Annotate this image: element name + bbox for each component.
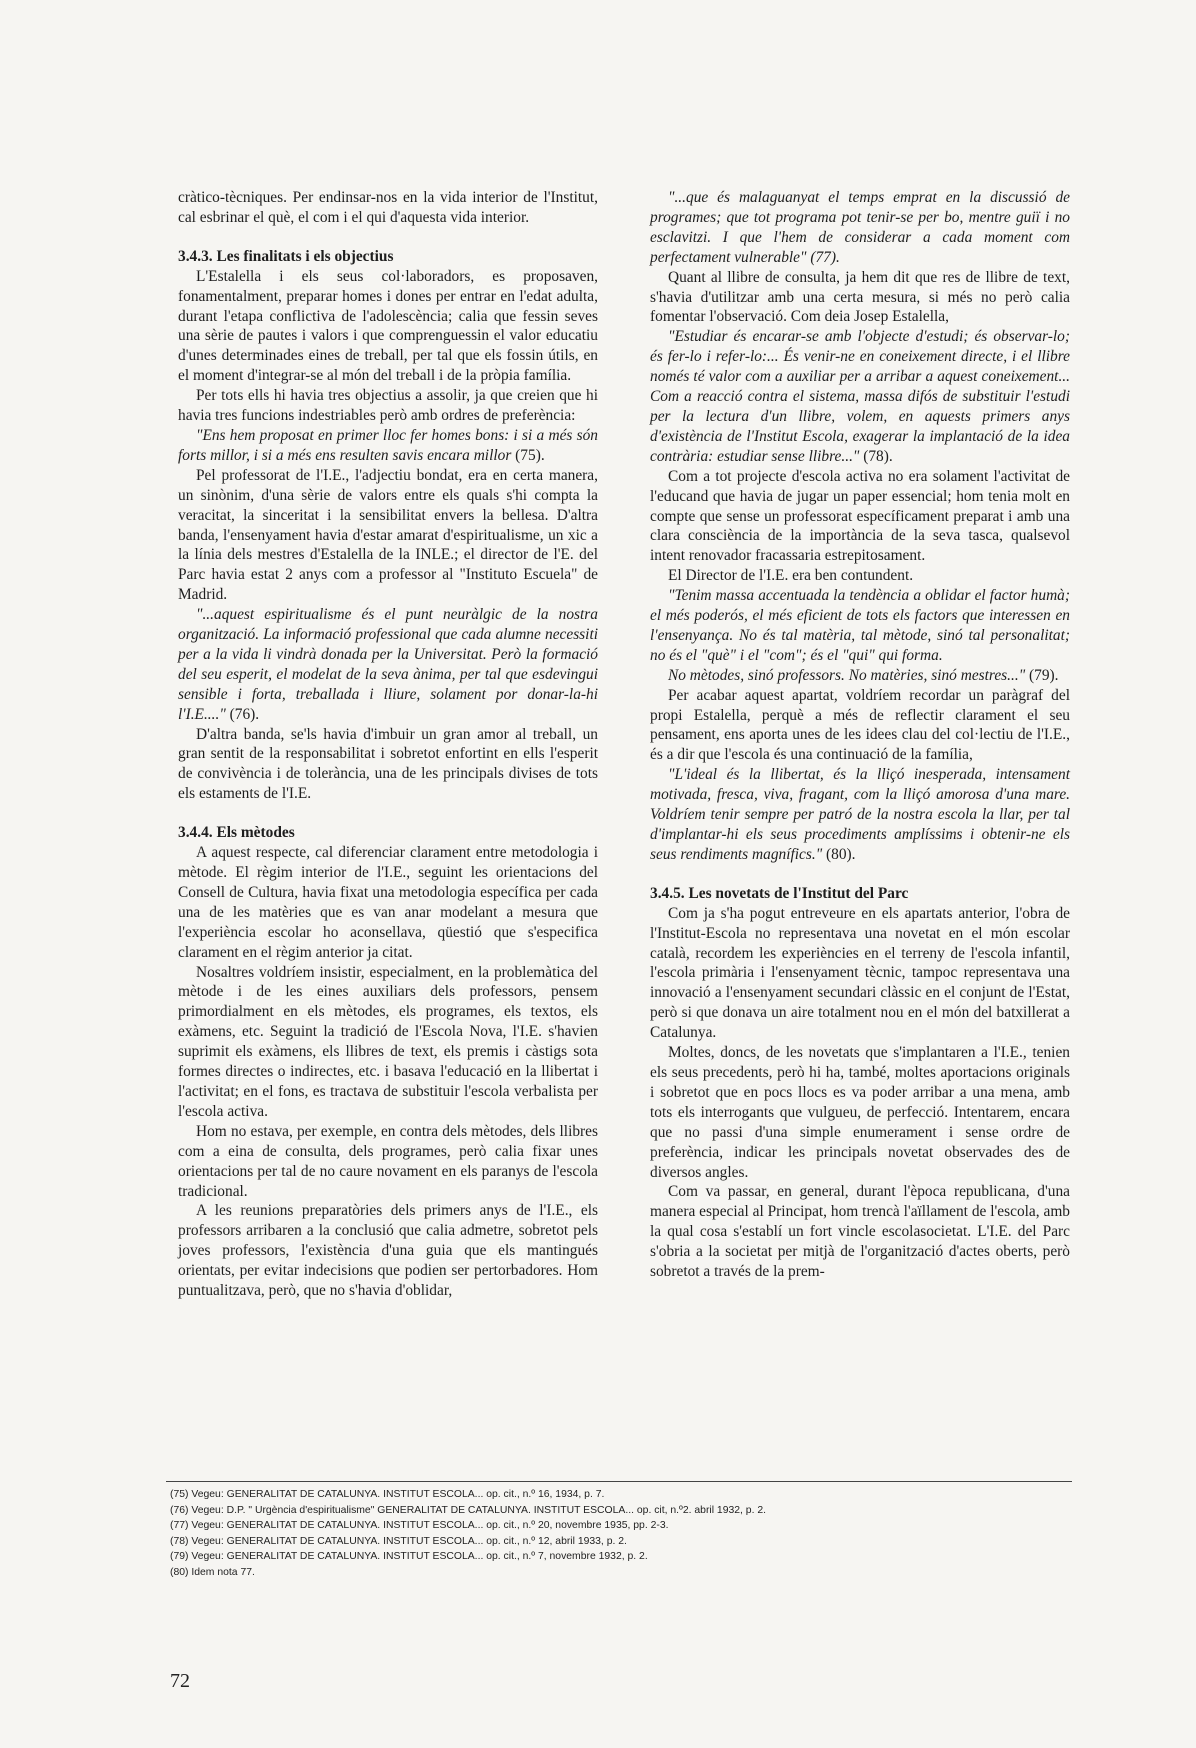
paragraph: Hom no estava, per exemple, en contra dels mètodes, dels llibres com a eina de consulta, dels programes, però calia fixar unes orientacions per tal de no caure novament en els paranys de l'escola tradicional.	[178, 1122, 598, 1200]
paragraph: D'altra banda, se'ls havia d'imbuir un gran amor al treball, un gran sentit de la responsabilitat i sobretot enfortint en ells l'esperit de convivència i de tolerància, una de les principals divises de tots els estaments de l'I.E.	[178, 725, 598, 803]
paragraph: Com a tot projecte d'escola activa no era solament l'activitat de l'educand que havia de jugar un paper essencial; hom tenia molt en compte que sense un professorat específicament preparat i amb una clara consciència de la importància de la seva tasca, qualsevol intent renovador fracassaria estrepitosament.	[650, 467, 1070, 565]
section-heading-novetats: 3.4.5. Les novetats de l'Institut del Parc	[650, 884, 909, 902]
quote-text: "...aquest espiritualisme és el punt neuràlgic de la nostra organització. La informació professional que cada alumne necessiti per a la vida li vindrà donada per la Universitat. Però la formació del seu esperit, el modelat de la seva ànima, per tal que esdevingui sensible i forta, treballada i lliure, solament por donar-la-hi l'I.E...."	[178, 606, 598, 723]
quotation	[178, 605, 598, 724]
paragraph: cràtico-tècniques. Per endinsar-nos en la vida interior de l'Institut, cal esbrinar el què, el com i el qui d'aquesta vida interior.	[178, 189, 598, 226]
footnote: (76) Vegeu: D.P. " Urgència d'espiritualisme" GENERALITAT DE CATALUNYA. INSTITUT ESCOLA... op. cit, n.º2. abril 1932, p. 2.	[170, 1504, 767, 1516]
footnote: (80) Idem nota 77.	[170, 1566, 255, 1578]
quotation: "Tenim massa accentuada la tendència a oblidar el factor humà; el més poderós, el més eficient de tots els factors que interessen en l'ensenyança. No és tal matèria, tal mètode, sinó tal personalitat; no és el "què" i el "com"; és el "qui" qui forma.	[650, 587, 1070, 664]
quote-text: "Estudiar és encarar-se amb l'objecte d'estudi; és observar-lo; és fer-lo i refer-lo:... És venir-ne en coneixement directe, i el llibre només té valor com a auxiliar per a arribar a aquest coneixement... Com a reacció contra el sistema, massa difós de substituir l'estudi per la lectura d'un llibre, volem, en aquests primers anys d'existència de l'Institut Escola, exagerar la implantació de la idea contrària: estudiar sense llibre..."	[650, 328, 1070, 465]
quote-ref: (79).	[1025, 666, 1059, 684]
paragraph: El Director de l'I.E. era ben contundent.	[668, 567, 914, 585]
paragraph: A les reunions preparatòries dels primers anys de l'I.E., els professors arribaren a la conclusió que calia admetre, sobretot pels joves professors, l'existència d'una guia que els mantingués orientats, per evitar indecisions que podien ser pertorbadores. Hom puntualitzava, però, que no s'havia d'oblidar,	[178, 1202, 598, 1300]
quote-ref: (78).	[859, 447, 893, 465]
quote-text: "Ens hem proposat en primer lloc fer homes bons: i si a més són forts millor, i si a més ens resulten savis encara millor	[178, 426, 598, 464]
paragraph: Per tots ells hi havia tres objectius a assolir, ja que creien que hi havia tres funcions indestriables però amb ordres de preferència:	[178, 387, 598, 425]
quotation	[178, 426, 598, 466]
paragraph: Nosaltres voldríem insistir, especialment, en la problemàtica del mètode i de les eines auxiliars dels professors, pensem primordialment en els mètodes, els programes, els textos, els exàmens, etc. Seguint la tradició de l'Escola Nova, l'I.E. s'havien suprimit els exàmens, els llibres de text, els premis i càstigs sota formes directes o indirectes, etc. i basava l'educació en la llibertat i l'activitat; en el fons, es tractava de substituir l'escola verbalista per l'escola activa.	[178, 963, 598, 1120]
footnote: (79) Vegeu: GENERALITAT DE CATALUNYA. INSTITUT ESCOLA... op. cit., n.º 7, novembre 1932, p. 2.	[170, 1551, 648, 1563]
quote-ref: (75).	[511, 446, 545, 464]
footnotes	[170, 1487, 1070, 1581]
paragraph: Moltes, doncs, de les novetats que s'implantaren a l'I.E., tenien els seus precedents, però hi ha, també, moltes aportacions originals i sobretot que en pocs llocs es va poder arribar a una mena, amb tots els interrogants que vulgueu, de perfecció. Intentarem, encara que no passi d'una simple enumerament i sense ordre de preferència, indicar les principals novetat observades des de diversos angles.	[650, 1044, 1070, 1181]
quotation: "...que és malaguanyat el temps emprat en la discussió de programes; que tot programa pot tenir-se per bo, mentre guiï i no esclavitzi. I que l'hem de considerar a cada moment com perfectament vulnerable" (77).	[650, 189, 1070, 266]
section-heading-finalitats: 3.4.3. Les finalitats i els objectius	[178, 247, 394, 265]
quotation	[650, 666, 1070, 686]
quotation	[650, 765, 1070, 865]
footnote: (77) Vegeu: GENERALITAT DE CATALUNYA. INSTITUT ESCOLA... op. cit., n.º 20, novembre 1935, pp. 2-3.	[170, 1520, 669, 1532]
section-heading-metodes: 3.4.4. Els mètodes	[178, 824, 295, 842]
page-number: 72	[170, 1670, 190, 1692]
footnote: (78) Vegeu: GENERALITAT DE CATALUNYA. INSTITUT ESCOLA... op. cit., n.º 12, abril 1933, p. 2.	[170, 1535, 627, 1547]
quote-ref: (76).	[225, 705, 260, 723]
paragraph: L'Estalella i els seus col·laboradors, es proposaven, fonamentalment, preparar homes i dones per entrar en l'edat adulta, durant l'etapa conflictiva de l'adolescència; calia que fessin seves una sèrie de pautes i valors i que comprenguessin el valor educatiu d'unes determinades eines de treball, per tal que els fossin útils, en el moment d'integrar-se al món del treball i de la pròpia família.	[178, 267, 598, 385]
quote-text: No mètodes, sinó professors. No matèries, sinó mestres..."	[668, 666, 1026, 684]
paragraph: Com va passar, en general, durant l'època republicana, d'una manera especial al Principat, hom trencà l'aïllament de l'escola, amb la qual cosa s'establí un fort vincle escolasocietat. L'I.E. del Parc s'obria a la societat per mitjà de l'organització d'actes oberts, però sobretot a través de la prem-	[650, 1183, 1070, 1281]
quote-ref: (80).	[822, 845, 856, 863]
right-column	[650, 188, 1070, 1282]
paragraph: A aquest respecte, cal diferenciar clarament entre metodologia i mètode. El règim interior de l'I.E., seguint les orientacions del Consell de Cultura, havia fixat una metodologia específica per cada una de les matèries que es van anar modelant a mesura que l'experiència escolar ho aconsellava, qüestió que s'especifica clarament en el règim anterior ja citat.	[178, 844, 598, 961]
left-column	[178, 188, 598, 1301]
paragraph: Pel professorat de l'I.E., l'adjectiu bondat, era en certa manera, un sinònim, d'una sèrie de valors entre els quals s'hi compta la veracitat, la sinceritat i la sensibilitat envers la bellesa. D'altra banda, l'ensenyament havia d'estar amarat d'espiritualisme, un xic a la línia dels mestres d'Estalella de la INLE.; el director de l'E. del Parc havia estat 2 anys com a professor al "Instituto Escuela" de Madrid.	[178, 466, 598, 604]
paragraph: Quant al llibre de consulta, ja hem dit que res de llibre de text, s'havia d'utilitzar amb una certa mesura, si més no però calia fomentar l'observació. Com deia Josep Estalella,	[650, 268, 1070, 326]
paragraph: Per acabar aquest apartat, voldríem recordar un paràgraf del propi Estalella, perquè a més de reflectir clarament el seu pensament, ens aporta unes de les idees clau del col·lectiu de l'I.E., és a dir que l'escola és una continuació de la família,	[650, 686, 1070, 764]
quotation	[650, 327, 1070, 466]
paragraph: Com ja s'ha pogut entreveure en els apartats anterior, l'obra de l'Institut-Escola no representava una novetat en el món escolar català, recordem les experiències en el terreny de l'escola infantil, l'escola primària i l'ensenyament tècnic, tampoc representava una innovació a l'ensenyament secundari clàssic en el conjunt de l'Estat, però si que donava un aire totalment nou en el món del batxillerat a Catalunya.	[650, 904, 1070, 1042]
footnote: (75) Vegeu: GENERALITAT DE CATALUNYA. INSTITUT ESCOLA... op. cit., n.º 16, 1934, p. 7.	[170, 1489, 605, 1500]
footnote-divider	[166, 1481, 1072, 1482]
quote-text: "L'ideal és la llibertat, és la lliçó inesperada, intensament motivada, fresca, viva, fragant, com la lliçó amorosa d'una mare. Voldríem tenir sempre per patró de la nostra escola la llar, per tal d'implantar-hi els seus procediments amplíssims i obtenir-ne els seus rendiments magnífics."	[650, 766, 1070, 863]
